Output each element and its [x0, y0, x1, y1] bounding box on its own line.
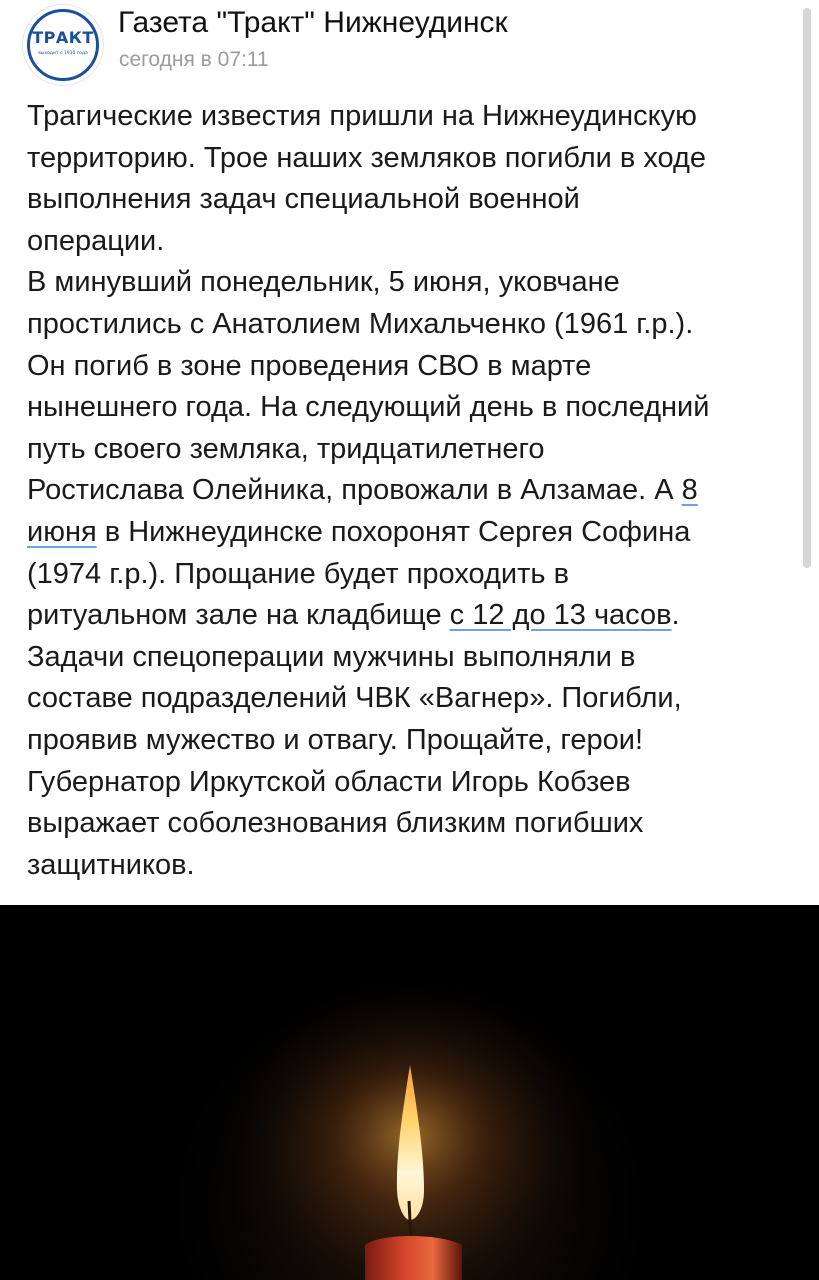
candle-wick — [409, 1201, 411, 1241]
post-text-line: операции. — [27, 224, 165, 257]
post-text-line: составе подразделений ЧВК «Вагнер». Погибли, — [27, 682, 682, 715]
post-text-line: Губернатор Иркутской области Игорь Кобзев — [27, 765, 631, 798]
candle-body — [365, 1236, 462, 1280]
post-text-line: нынешнего года. На следующий день в последний — [27, 391, 710, 424]
post-text-line: территорию. Трое наших земляков погибли в ходе — [27, 141, 707, 174]
avatar-logo-text: ТРАКТ — [32, 28, 94, 47]
post-text-line: простились с Анатолием Михальченко (1961 г.р.). — [27, 307, 694, 340]
community-avatar[interactable] — [22, 4, 104, 86]
post-photo-candle[interactable] — [0, 905, 819, 1280]
post-text-line: ритуальном зале на кладбище с 12 до 13 часов. — [27, 599, 680, 632]
post-text-line: защитников. — [27, 848, 195, 881]
post-text-line: Задачи спецоперации мужчины выполняли в — [27, 640, 636, 673]
post-timestamp: сегодня в 07:11 — [119, 48, 269, 71]
post-text-line: проявив мужество и отвагу. Прощайте, герои! — [27, 723, 643, 756]
post-header — [22, 4, 782, 84]
date-link-part1[interactable]: 8 — [681, 474, 698, 507]
post-text-line: Трагические известия пришли на Нижнеудинскую — [27, 100, 697, 132]
date-link-part2[interactable]: июня — [27, 515, 97, 548]
post-text — [27, 96, 807, 886]
post-text-line: Он погиб в зоне проведения СВО в марте — [27, 349, 592, 382]
post-text-line: (1974 г.р.). Прощание будет проходить в — [27, 557, 569, 590]
post-text-line: выражает соболезнования близким погибших — [27, 807, 644, 840]
avatar-logo-subtitle: выходит с 1930 года — [38, 51, 88, 56]
time-range-link[interactable]: с 12 до 13 часов — [449, 599, 672, 632]
post-text-line: выполнения задач специальной военной — [27, 183, 580, 216]
post-text-line: В минувший понедельник, 5 июня, уковчане — [27, 266, 620, 299]
post-author-name[interactable]: Газета "Тракт" Нижнеудинск — [118, 6, 508, 39]
post-text-line: Ростислава Олейника, провожали в Алзамае. А 8 — [27, 474, 698, 507]
post-text-line: путь своего земляка, тридцатилетнего — [27, 432, 545, 465]
post-text-line: июня в Нижнеудинске похоронят Сергея Софина — [27, 515, 691, 548]
